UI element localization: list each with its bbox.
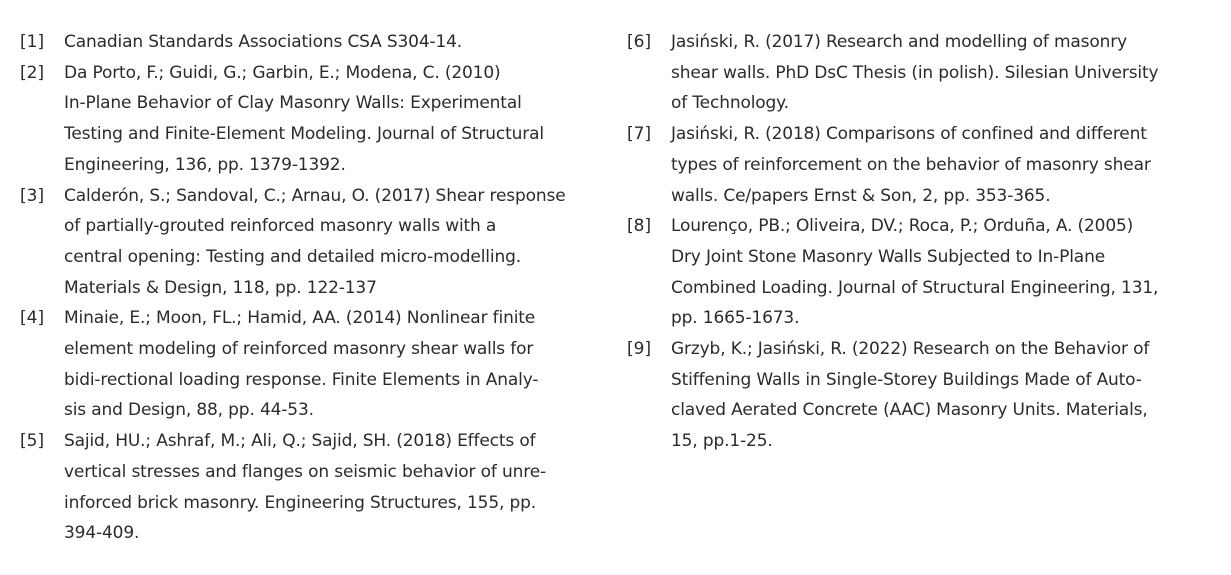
reference-text	[671, 27, 1192, 119]
reference-entry	[20, 303, 590, 426]
reference-number: [9]	[627, 339, 652, 360]
reference-entry	[627, 334, 1192, 457]
reference-text	[671, 119, 1192, 211]
reference-text	[64, 27, 590, 58]
reference-entry	[20, 426, 590, 549]
reference-text	[64, 426, 590, 549]
reference-text-line: sis and Design, 88, pp. 44-53.	[64, 400, 314, 421]
reference-text-line: Combined Loading. Journal of Structural Engineering, 131,	[671, 277, 1159, 298]
reference-text	[64, 303, 590, 426]
reference-text-line: element modeling of reinforced masonry shear walls for	[64, 339, 534, 360]
reference-text	[64, 181, 590, 304]
reference-text-line: Materials & Design, 118, pp. 122-137	[64, 277, 377, 298]
reference-number: [2]	[20, 62, 45, 83]
reference-text-line: bidi-rectional loading response. Finite Elements in Analy-	[64, 369, 539, 390]
reference-text-line: Jasiński, R. (2018) Comparisons of confined and different	[671, 124, 1147, 145]
reference-text-line: types of reinforcement on the behavior of masonry shear	[671, 154, 1151, 175]
reference-text-line: of partially-grouted reinforced masonry walls with a	[64, 216, 497, 237]
reference-text-line: Grzyb, K.; Jasiński, R. (2022) Research on the Behavior of	[671, 339, 1150, 360]
reference-number: [1]	[20, 32, 45, 52]
reference-text-line: pp. 1665-1673.	[671, 308, 800, 329]
reference-text-line: Jasiński, R. (2017) Research and modelling of masonry	[671, 32, 1127, 52]
references-column-right	[627, 27, 1192, 457]
reference-text	[671, 334, 1192, 457]
reference-text-line: claved Aerated Concrete (AAC) Masonry Units. Materials,	[671, 400, 1148, 421]
reference-text-line: shear walls. PhD DsC Thesis (in polish). Silesian University	[671, 62, 1159, 83]
reference-number: [8]	[627, 216, 652, 237]
reference-entry	[627, 211, 1192, 334]
reference-number: [6]	[627, 32, 652, 52]
reference-text-line: 394-409.	[64, 523, 140, 544]
reference-entry	[20, 27, 590, 58]
reference-text-line: Minaie, E.; Moon, FL.; Hamid, AA. (2014) Nonlinear finite	[64, 308, 536, 329]
reference-text	[671, 211, 1192, 334]
reference-text-line: vertical stresses and flanges on seismic behavior of unre-	[64, 461, 546, 482]
reference-text-line: 15, pp.1-25.	[671, 431, 773, 452]
reference-text-line: Da Porto, F.; Guidi, G.; Garbin, E.; Modena, C. (2010)	[64, 62, 501, 83]
reference-text-line: Lourenço, PB.; Oliveira, DV.; Roca, P.; Orduña, A. (2005)	[671, 216, 1134, 237]
reference-entry	[20, 58, 590, 181]
reference-entry	[627, 119, 1192, 211]
reference-text-line: inforced brick masonry. Engineering Structures, 155, pp.	[64, 492, 537, 513]
reference-text-line: Canadian Standards Associations CSA S304-14.	[64, 32, 463, 52]
reference-text-line: Engineering, 136, pp. 1379-1392.	[64, 154, 346, 175]
reference-number: [4]	[20, 308, 45, 329]
reference-text	[64, 58, 590, 181]
reference-text-line: Dry Joint Stone Masonry Walls Subjected to In-Plane	[671, 246, 1106, 267]
reference-text-line: Stiffening Walls in Single-Storey Buildings Made of Auto-	[671, 369, 1142, 390]
reference-entry	[627, 27, 1192, 119]
reference-number: [7]	[627, 124, 652, 145]
reference-text-line: Sajid, HU.; Ashraf, M.; Ali, Q.; Sajid, SH. (2018) Effects of	[64, 431, 536, 452]
reference-number: [5]	[20, 431, 45, 452]
reference-text-line: Testing and Finite-Element Modeling. Journal of Structural	[64, 124, 544, 145]
reference-text-line: Calderón, S.; Sandoval, C.; Arnau, O. (2017) Shear response	[64, 185, 566, 206]
reference-number: [3]	[20, 185, 45, 206]
reference-text-line: central opening: Testing and detailed micro-modelling.	[64, 246, 521, 267]
reference-text-line: In-Plane Behavior of Clay Masonry Walls: Experimental	[64, 93, 522, 114]
reference-text-line: walls. Ce/papers Ernst & Son, 2, pp. 353-365.	[671, 185, 1051, 206]
references-column-left	[20, 27, 590, 549]
reference-text-line: of Technology.	[671, 93, 789, 114]
reference-entry	[20, 181, 590, 304]
